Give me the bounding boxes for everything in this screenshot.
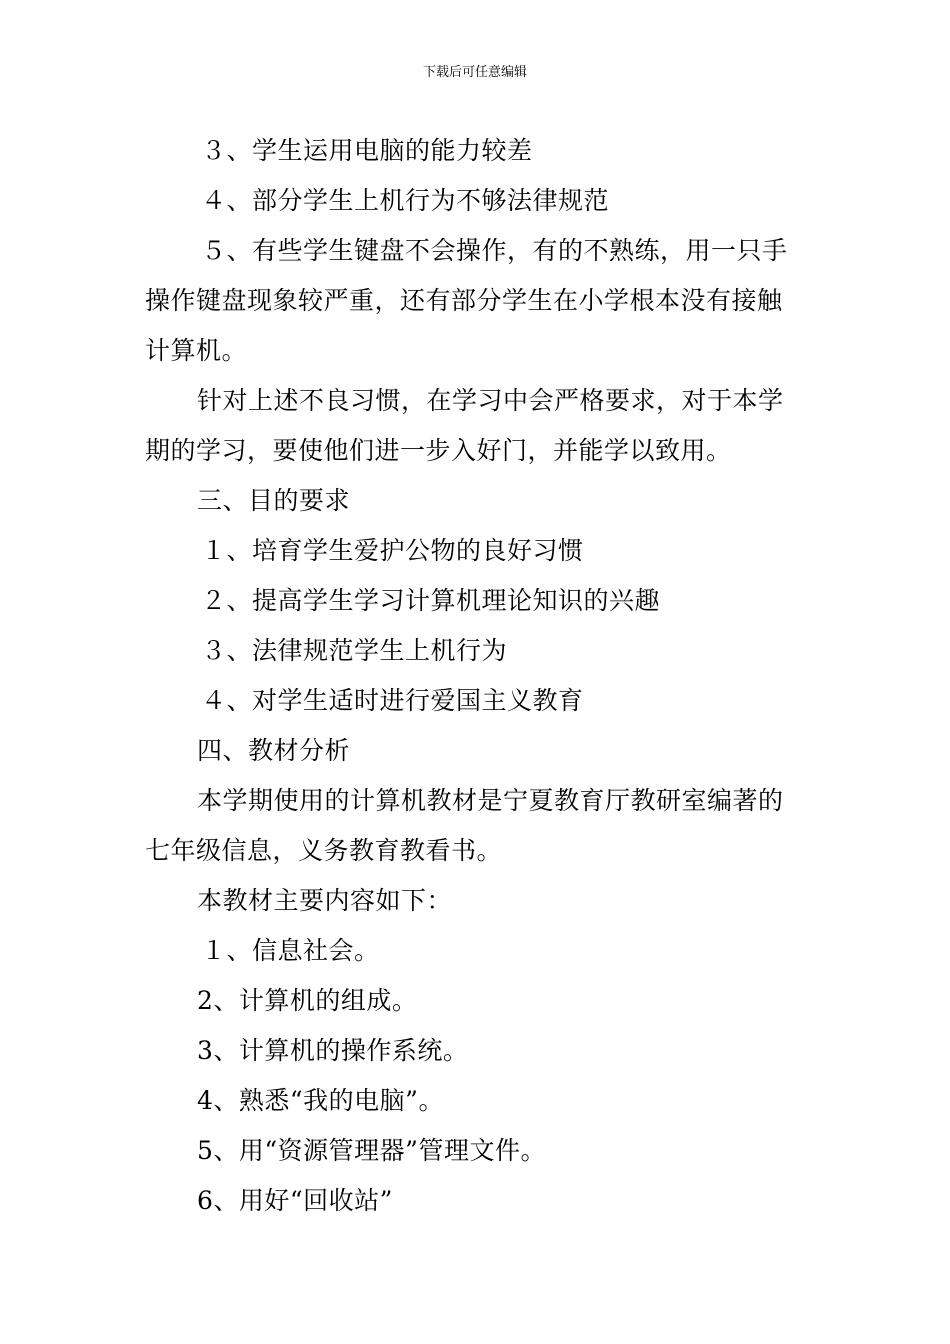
list-item: ３、法律规范学生上机行为 (201, 636, 508, 665)
text-line: ５、有些学生键盘不会操作，有的不熟练，用一只手 (201, 236, 788, 265)
text-line: 针对上述不良习惯，在学习中会严格要求，对于本学 (197, 386, 784, 415)
document-body (145, 126, 810, 1226)
text-line: ３、学生运用电脑的能力较差 (201, 136, 533, 165)
list-item: 3、计算机的操作系统。 (197, 1036, 469, 1065)
list-item: 6、用好“回收站” (197, 1186, 393, 1215)
list-item: １、培育学生爱护公物的良好习惯 (201, 536, 584, 565)
list-item: 2、计算机的组成。 (197, 986, 418, 1015)
section-heading: 三、目的要求 (197, 486, 351, 515)
section-heading: 四、教材分析 (197, 736, 351, 765)
text-line: 本教材主要内容如下： (197, 886, 453, 915)
text-line: 期的学习，要使他们进一步入好门，并能学以致用。 (145, 436, 732, 465)
text-line: 操作键盘现象较严重，还有部分学生在小学根本没有接触 (145, 286, 783, 315)
text-line: ４、部分学生上机行为不够法律规范 (201, 186, 610, 215)
list-item: ２、提高学生学习计算机理论知识的兴趣 (201, 586, 661, 615)
page-header: 下载后可任意编辑 (422, 65, 527, 80)
list-item: 4、熟悉“我的电脑”。 (197, 1086, 444, 1115)
text-line: 本学期使用的计算机教材是宁夏教育厅教研室编著的 (197, 786, 784, 815)
text-line: 计算机。 (145, 336, 248, 365)
list-item: 5、用“资源管理器”管理文件。 (197, 1136, 546, 1165)
list-item: １、信息社会。 (201, 936, 380, 965)
text-line: 七年级信息，义务教育教看书。 (145, 836, 503, 865)
list-item: ４、对学生适时进行爱国主义教育 (201, 686, 584, 715)
